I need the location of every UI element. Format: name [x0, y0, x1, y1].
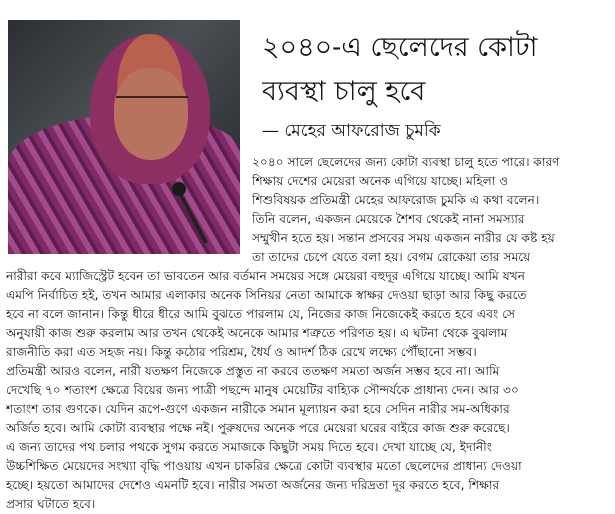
- portrait-photo: [8, 20, 240, 254]
- body-line: উচ্চশিক্ষিত মেয়েদের সংখ্যা বৃদ্ধি পাওয়ায় এখন চাকরির ক্ষেত্রে কোটা ব্যবস্থার মতো ছেলেদের প্রাধান্য দেওয়া: [6, 459, 522, 473]
- headline: [262, 26, 607, 114]
- body-line: এ জন্য তাদের পথ চলার পথকে সুগম করতে সমাজকে কিছুটা সময় দিতে হবে। দেখা যাচ্ছে যে, ইদানীং: [6, 440, 493, 454]
- body-line: তা তাদের চেপে যেতে বলা হয়। বেগম রোকেয়া তার সময়ে: [252, 250, 531, 264]
- microphone-icon: [172, 182, 186, 196]
- body-line: প্রতিমন্ত্রী আরও বলেন, নারী যতক্ষণ নিজেকে প্রস্তুত না করবে ততক্ষণ সমতা অর্জন সম্ভব হবে না। আমি: [6, 364, 500, 378]
- headline-line-2: ব্যবস্থা চালু হবে: [262, 76, 426, 107]
- body-line: শিশুবিষয়ক প্রতিমন্ত্রী মেহের আফরোজ চুমকি এ কথা বলেন।: [252, 193, 540, 207]
- headline-line-1: ২০৪০-এ ছেলেদের কোটা: [262, 32, 538, 63]
- glasses-shape: [116, 96, 188, 112]
- body-line: প্রসার ঘটাতে হবে।: [6, 497, 96, 511]
- body-line: অনুযায়ী কাজ শুরু করলাম আর তখন থেকেই অনেকে আমার শত্রুতে পরিণত হয়। এ ঘটনা থেকে বুঝলাম: [6, 326, 508, 340]
- body-line: ২০৪০ সালে ছেলেদের জন্য কোটা ব্যবস্থা চালু হতে পারে। কারণ: [252, 155, 560, 169]
- body-line: অর্জিত হবে। আমি কোটা ব্যবস্থার পক্ষে নই। পুরুষদের অনেক পরে মেয়েরা ঘরের বাইরে কাজ শুরু করেছে।: [6, 421, 510, 435]
- body-line: রাজনীতি করা এত সহজ নয়। কিন্তু কঠোর পরিশ্রম, ধৈর্য ও আদর্শ ঠিক রেখে লক্ষ্যে পৌঁছানো সম্ভব।: [6, 345, 477, 359]
- body-line: নারীরা কবে ম্যাজিস্ট্রেট হবেন তা ভাবতেন আর বর্তমান সময়ের সঙ্গে মেয়েরা বহুদূর এগিয়ে যাচ্ছে। আমি যখন: [6, 269, 525, 283]
- body-line: শিক্ষায় দেশের মেয়েরা অনেক এগিয়ে যাচ্ছে। মহিলা ও: [252, 174, 509, 188]
- body-line: হবে না বলে জানান। কিন্তু ধীরে ধীরে আমি বুঝতে পারলাম যে, নিজের কাজ নিজেকেই করতে হবে এবং সে: [6, 307, 516, 321]
- body-line: তিনি বলেন, একজন মেয়েকে শৈশব থেকেই নানা সমস্যার: [252, 212, 525, 226]
- body-line: এমপি নির্বাচিত হই, তখন আমার এলাকার অনেক সিনিয়র নেতা আমাকে স্বাক্ষর দেওয়া ছাড়া আর কিছু করতে: [6, 288, 527, 302]
- body-line: শতাংশ তার গুণকে। যেদিন রূপে-গুণে একজন নারীকে সমান মূল্যায়ন করা হবে সেদিন নারীর সম-অধিকার: [6, 402, 510, 416]
- article-body-full-width: [6, 267, 609, 514]
- body-line: হচ্ছে। হয়তো আমাদের দেশেও এমনটি হবে। নারীর সমতা অর্জনের জন্য দরিদ্রতা দূর করতে হবে, শিক্ষার: [6, 478, 500, 492]
- byline: — মেহের আফরোজ চুমকি: [262, 121, 441, 141]
- body-line: দেখেছি ৭০ শতাংশ ক্ষেত্রে বিয়ের জন্য পাত্রী পছন্দে মানুষ মেয়েটির বাহ্যিক সৌন্দর্যকে প্রাধান্য দেন। আর ৩০: [6, 383, 519, 397]
- face-shape: [114, 68, 188, 160]
- body-line: সম্মুখীন হতে হয়। সন্তান প্রসবের সময় একজন নারীর যে কষ্ট হয়: [252, 231, 555, 245]
- article-body-right-column: [252, 153, 607, 267]
